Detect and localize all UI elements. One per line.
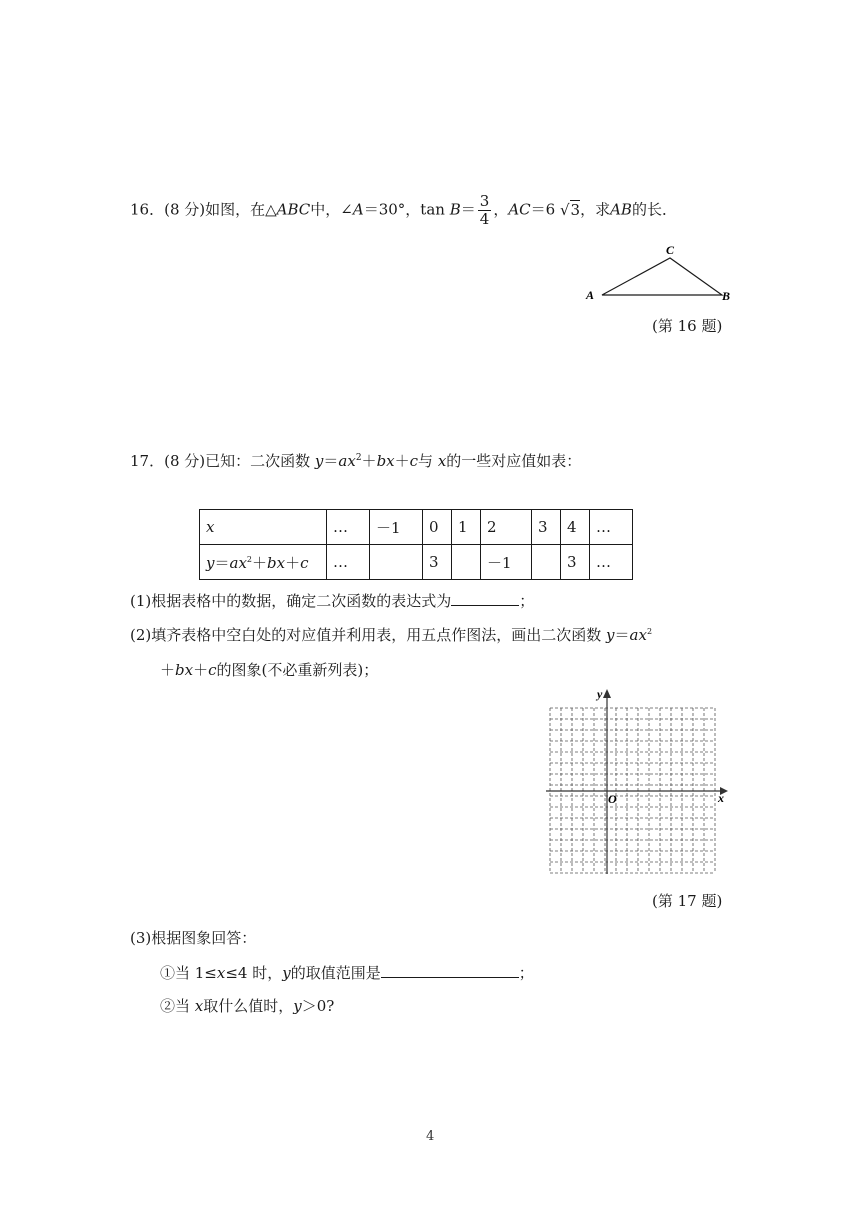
- p31-text: ≤4 时，: [225, 964, 283, 982]
- c-term: c: [208, 661, 217, 679]
- q16-fraction: [478, 193, 492, 228]
- q17-number: 17．: [130, 452, 165, 470]
- origin-label: O: [608, 792, 617, 806]
- part1-text: (1)根据表格中的数据，确定二次函数的表达式为: [130, 592, 452, 610]
- vertex-label-a: A: [586, 288, 595, 302]
- table-cell: 4: [561, 510, 590, 545]
- p31-y: y: [282, 964, 291, 982]
- part2-rest: 的图象(不必重新列表)；: [216, 661, 379, 679]
- part2-sup: 2: [646, 627, 653, 636]
- axis-label-x: x: [718, 791, 724, 805]
- table-cell: 3: [532, 510, 561, 545]
- q17-text: ＋: [361, 452, 377, 470]
- q17-text: 已知：二次函数: [205, 452, 315, 470]
- q16-text: ，: [493, 200, 509, 219]
- part2-eq: ＝: [614, 626, 630, 644]
- plus: ＋: [160, 661, 176, 679]
- table-header-y: [200, 545, 327, 580]
- table-cell: 1: [452, 510, 481, 545]
- table-row-y: [200, 545, 633, 580]
- part2-ax: ax: [629, 626, 647, 644]
- q16-fraction-numerator: 3: [479, 192, 490, 210]
- q17-part2-line1: [130, 624, 652, 645]
- q16-sqrt: √3: [559, 200, 581, 219]
- p31-end: ；: [518, 964, 534, 982]
- q17-c: c: [409, 452, 419, 470]
- q17-statement: [130, 450, 581, 471]
- vertex-label-c: C: [666, 243, 675, 257]
- q16-triangle-figure: [580, 238, 740, 308]
- bx-term: bx: [267, 553, 286, 572]
- q17-caption: (第 17 题): [652, 892, 723, 910]
- q16-ab: AB: [610, 200, 632, 219]
- p32-text: ＞0?: [301, 997, 335, 1015]
- triangle-abc: [602, 258, 722, 295]
- q17-text: 的一些对应值如表：: [446, 452, 582, 470]
- q16-abc: ABC: [276, 200, 311, 219]
- page-number: 4: [426, 1129, 435, 1144]
- p32-text: ②当: [160, 997, 195, 1015]
- q17-part3: (3)根据图象回答：: [130, 929, 257, 947]
- axis-label-y: y: [597, 687, 603, 701]
- q16-fraction-denominator: 4: [479, 210, 490, 228]
- table-cell: …: [327, 545, 370, 580]
- table-cell: …: [327, 510, 370, 545]
- q16-angle-a: A: [352, 200, 364, 219]
- q17-part3-2: [160, 995, 334, 1016]
- q16-statement: [130, 193, 677, 228]
- value-table: [199, 509, 633, 580]
- q16-text: 的长．: [631, 200, 677, 219]
- q16-number: 16．: [130, 200, 165, 219]
- part2-text: (2)填齐表格中空白处的对应值并利用表，用五点作图法，画出二次函数: [130, 626, 607, 644]
- q17-text: ＝: [323, 452, 339, 470]
- q17-part3-1: [160, 962, 534, 983]
- q16-text: ＝: [460, 200, 476, 219]
- table-cell-blank[interactable]: [532, 545, 561, 580]
- plus: ＋: [285, 553, 301, 572]
- table-cell: －1: [481, 545, 532, 580]
- q17-bx: bx: [376, 452, 395, 470]
- q16-text: 中，∠: [310, 200, 353, 219]
- plus: ＋: [252, 553, 268, 572]
- p31-x: x: [216, 964, 226, 982]
- y-axis-arrow-icon: [603, 689, 611, 698]
- bx-term: bx: [175, 661, 194, 679]
- table-cell: 0: [423, 510, 452, 545]
- p32-y: y: [293, 997, 302, 1015]
- q16-b: B: [449, 200, 461, 219]
- q17-ax: ax: [338, 452, 356, 470]
- answer-blank-1[interactable]: [451, 591, 519, 606]
- q16-text: 如图，在△: [205, 200, 277, 219]
- c-term: c: [300, 553, 309, 572]
- part2-y: y: [606, 626, 615, 644]
- q16-sqrt-arg: 3: [570, 200, 581, 219]
- q17-part1: [130, 590, 534, 611]
- table-cell: 3: [561, 545, 590, 580]
- q16-caption: (第 16 题): [652, 317, 723, 335]
- table-header-x-label: x: [206, 518, 215, 536]
- q16-score: (8 分): [164, 200, 206, 219]
- table-row-x: [200, 510, 633, 545]
- table-cell: 2: [481, 510, 532, 545]
- table-cell: …: [590, 510, 633, 545]
- axes: [546, 689, 728, 874]
- q17-part2-line2: [160, 659, 378, 680]
- table-cell-blank[interactable]: [452, 545, 481, 580]
- coordinate-grid[interactable]: [540, 686, 730, 878]
- table-cell: －1: [370, 510, 423, 545]
- p31-text: ①当 1≤: [160, 964, 217, 982]
- q16-text: ，求: [580, 200, 611, 219]
- q17-text: 与: [418, 452, 438, 470]
- p32-text: 取什么值时，: [203, 997, 294, 1015]
- plus: ＋: [193, 661, 209, 679]
- p32-x: x: [194, 997, 204, 1015]
- table-cell: …: [590, 545, 633, 580]
- q17-y: y: [314, 452, 324, 470]
- table-header-x: [200, 510, 327, 545]
- q16-text: ＝6: [530, 200, 556, 219]
- sup: 2: [246, 554, 252, 564]
- p31-text: 的取值范围是: [290, 964, 381, 982]
- q16-ac: AC: [508, 200, 531, 219]
- part1-end: ；: [519, 592, 535, 610]
- q17-x: x: [437, 452, 447, 470]
- table-cell-blank[interactable]: [370, 545, 423, 580]
- eq-sign: ＝: [214, 553, 230, 572]
- answer-blank-2[interactable]: [381, 963, 519, 978]
- q17-score: (8 分): [164, 452, 206, 470]
- q17-text: ＋: [394, 452, 410, 470]
- q17-sup: 2: [355, 453, 362, 463]
- vertex-label-b: B: [722, 289, 731, 303]
- q16-text: ＝30°，tan: [363, 200, 450, 219]
- table-cell: 3: [423, 545, 452, 580]
- y-label: y: [206, 553, 215, 572]
- ax-term: ax: [229, 553, 247, 572]
